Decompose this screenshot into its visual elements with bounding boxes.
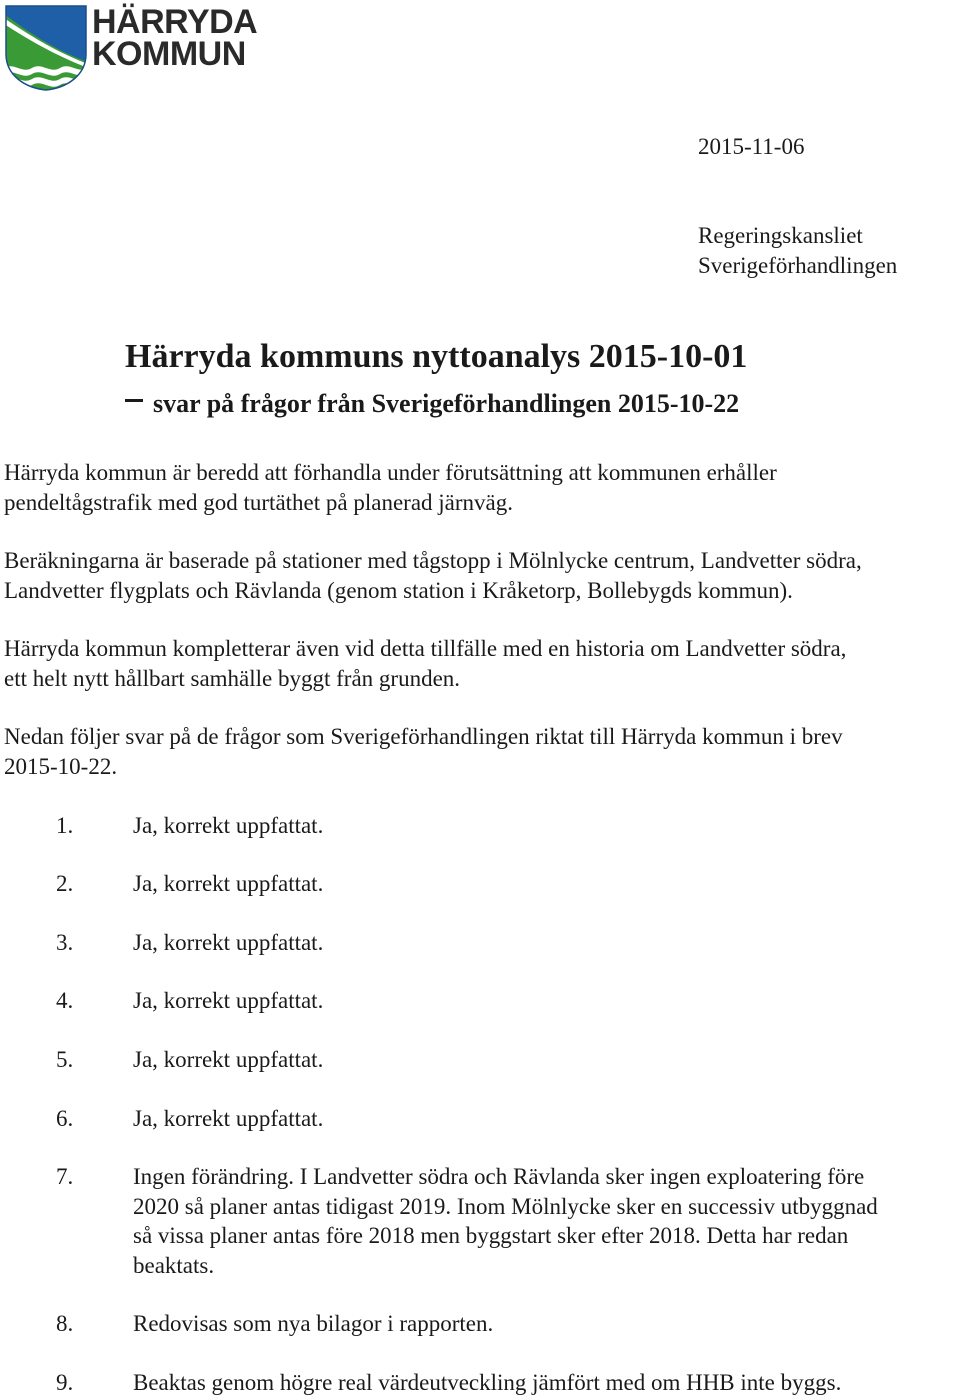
logo-wordmark: [92, 3, 258, 73]
answer-line: 2020 så planer antas tidigast 2019. Inom Mölnlycke sker en successiv utbyggnad: [133, 1193, 878, 1219]
document-subtitle: [125, 388, 739, 420]
answer-text: [133, 1162, 959, 1280]
answer-line: så vissa planer antas före 2018 men byggstart sker efter 2018. Detta har redan: [133, 1223, 849, 1248]
recipient-line-1: Regeringskansliet: [698, 223, 863, 248]
paragraph-4: [4, 722, 958, 781]
answer-line: Ja, korrekt uppfattat.: [133, 930, 324, 955]
answer-number: 5.: [56, 1047, 74, 1072]
paragraph-line: ett helt nytt hållbart samhälle byggt från grunden.: [4, 665, 461, 691]
answer-text: [133, 1045, 959, 1075]
paragraph-line: Landvetter flygplats och Rävlanda (genom station i Kråketorp, Bollebygds kommun).: [4, 577, 793, 603]
answer-line: Beaktas genom högre real värdeutveckling jämfört med om HHB inte byggs.: [133, 1370, 842, 1395]
answer-text: [133, 1309, 959, 1339]
letter-date: 2015-11-06: [698, 134, 805, 159]
subtitle-text: svar på frågor från Sverigeförhandlingen 2015-10-22: [153, 389, 740, 418]
paragraph-3: [4, 634, 958, 693]
municipality-logo: [4, 4, 274, 94]
answer-line: Ingen förändring. I Landvetter södra och Rävlanda sker ingen exploatering före: [133, 1164, 865, 1189]
answer-line: beaktats.: [133, 1252, 215, 1278]
answer-text: [133, 986, 959, 1016]
answer-text: [133, 928, 959, 958]
recipient-line-2: Sverigeförhandlingen: [698, 252, 898, 278]
answer-number: 8.: [56, 1311, 74, 1336]
answer-number: 9.: [56, 1370, 74, 1395]
logo-line-2: KOMMUN: [92, 35, 246, 73]
recipient-block: [698, 221, 897, 280]
subtitle-dash: [125, 399, 143, 402]
paragraph-2: [4, 546, 958, 605]
logo-line-1: HÄRRYDA: [92, 3, 258, 41]
answer-line: Ja, korrekt uppfattat.: [133, 988, 324, 1013]
answer-line: Ja, korrekt uppfattat.: [133, 871, 324, 896]
answer-number: 4.: [56, 988, 74, 1013]
paragraph-line: Härryda kommun är beredd att förhandla under förutsättning att kommunen erhåller: [4, 460, 777, 485]
paragraph-line: 2015-10-22.: [4, 753, 118, 779]
answer-line: Redovisas som nya bilagor i rapporten.: [133, 1311, 494, 1336]
answer-text: [133, 811, 959, 841]
answer-number: 1.: [56, 813, 74, 838]
paragraph-1: [4, 458, 958, 517]
answer-text: [133, 869, 959, 899]
paragraph-line: Nedan följer svar på de frågor som Sverigeförhandlingen riktat till Härryda kommun i brev: [4, 724, 843, 749]
answer-line: Ja, korrekt uppfattat.: [133, 1047, 324, 1072]
paragraph-line: Beräkningarna är baserade på stationer med tågstopp i Mölnlycke centrum, Landvetter södra,: [4, 548, 862, 573]
answer-line: Ja, korrekt uppfattat.: [133, 1106, 324, 1131]
answer-text: [133, 1104, 959, 1134]
paragraph-line: pendeltågstrafik med god turtäthet på planerad järnväg.: [4, 489, 513, 515]
document-title: Härryda kommuns nyttoanalys 2015-10-01: [125, 338, 748, 375]
answer-number: 3.: [56, 930, 74, 955]
answer-number: 7.: [56, 1164, 74, 1189]
answer-line: Ja, korrekt uppfattat.: [133, 813, 324, 838]
answer-text: [133, 1368, 959, 1398]
answer-number: 2.: [56, 871, 74, 896]
paragraph-line: Härryda kommun kompletterar även vid detta tillfälle med en historia om Landvetter södra,: [4, 636, 847, 661]
answer-number: 6.: [56, 1106, 74, 1131]
harryda-shield-icon: [4, 4, 88, 92]
